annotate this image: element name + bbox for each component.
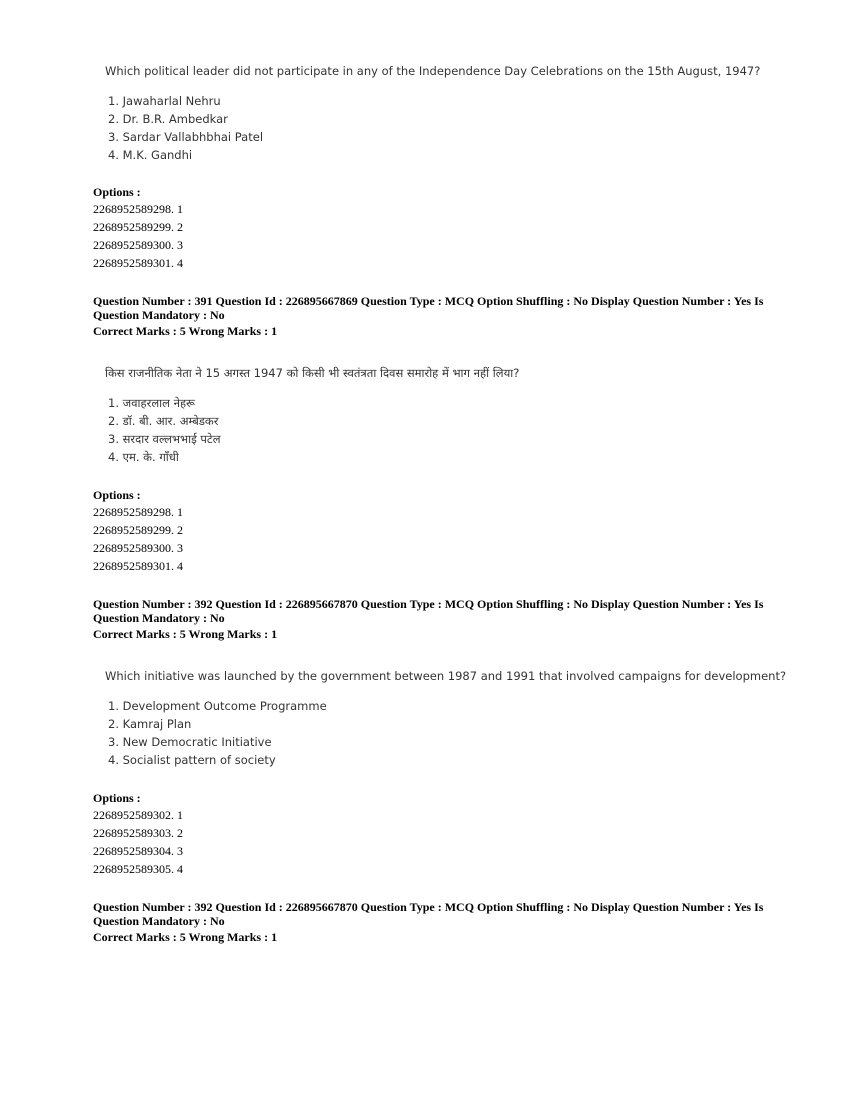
question-meta: Question Number : 392 Question Id : 226895667870 Question Type : MCQ Option Shuffling : No Display Question Number : Yes Is — [93, 597, 764, 611]
choice-item: 3. Sardar Vallabhbhai Patel — [108, 130, 264, 144]
question-text: Which initiative was launched by the government between 1987 and 1991 that involved campaigns for development? — [105, 669, 787, 683]
choice-item: 1. जवाहरलाल नेहरू — [108, 396, 195, 410]
choice-item: 2. Kamraj Plan — [108, 717, 192, 731]
question-marks: Correct Marks : 5 Wrong Marks : 1 — [93, 627, 278, 641]
option-id: 2268952589305. 4 — [93, 862, 183, 876]
question-mandatory: Question Mandatory : No — [93, 914, 225, 928]
question-text: Which political leader did not participate in any of the Independence Day Celebrations on the 15th August, 1947? — [105, 64, 761, 78]
option-id: 2268952589302. 1 — [93, 808, 183, 822]
option-id: 2268952589298. 1 — [93, 202, 183, 216]
option-id: 2268952589304. 3 — [93, 844, 183, 858]
option-id: 2268952589300. 3 — [93, 238, 183, 252]
choice-item: 3. सरदार वल्लभभाई पटेल — [108, 432, 221, 446]
choice-item: 1. Development Outcome Programme — [108, 699, 327, 713]
options-label: Options : — [93, 791, 141, 805]
choice-item: 1. Jawaharlal Nehru — [108, 94, 221, 108]
question-text: किस राजनीतिक नेता ने 15 अगस्त 1947 को किसी भी स्वतंत्रता दिवस समारोह में भाग नहीं लिया? — [105, 366, 520, 380]
choice-item: 4. एम. के. गाँधी — [108, 450, 179, 464]
option-id: 2268952589301. 4 — [93, 256, 183, 270]
question-marks: Correct Marks : 5 Wrong Marks : 1 — [93, 930, 278, 944]
choice-item: 2. डॉ. बी. आर. अम्बेडकर — [108, 414, 219, 428]
option-id: 2268952589298. 1 — [93, 505, 183, 519]
choice-item: 3. New Democratic Initiative — [108, 735, 272, 749]
choice-item: 4. M.K. Gandhi — [108, 148, 193, 162]
options-label: Options : — [93, 488, 141, 502]
option-id: 2268952589303. 2 — [93, 826, 183, 840]
question-meta: Question Number : 392 Question Id : 226895667870 Question Type : MCQ Option Shuffling : No Display Question Number : Yes Is — [93, 900, 764, 914]
option-id: 2268952589299. 2 — [93, 523, 183, 537]
question-mandatory: Question Mandatory : No — [93, 611, 225, 625]
option-id: 2268952589301. 4 — [93, 559, 183, 573]
question-mandatory: Question Mandatory : No — [93, 308, 225, 322]
choice-item: 4. Socialist pattern of society — [108, 753, 276, 767]
choice-item: 2. Dr. B.R. Ambedkar — [108, 112, 228, 126]
question-marks: Correct Marks : 5 Wrong Marks : 1 — [93, 324, 278, 338]
question-meta: Question Number : 391 Question Id : 226895667869 Question Type : MCQ Option Shuffling : No Display Question Number : Yes Is — [93, 294, 764, 308]
option-id: 2268952589299. 2 — [93, 220, 183, 234]
option-id: 2268952589300. 3 — [93, 541, 183, 555]
options-label: Options : — [93, 185, 141, 199]
